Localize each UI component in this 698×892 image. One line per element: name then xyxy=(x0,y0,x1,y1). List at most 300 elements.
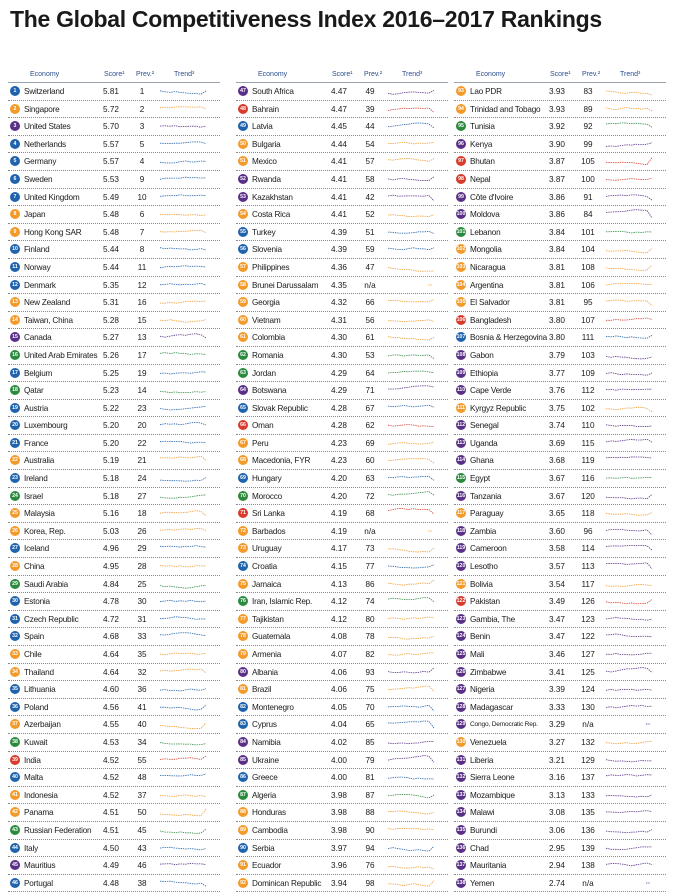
score-value: 3.80 xyxy=(549,333,565,343)
rank-badge: 124 xyxy=(456,633,466,640)
trend-line xyxy=(160,864,206,865)
score-value: 4.30 xyxy=(331,333,347,343)
trend-sparkline xyxy=(158,877,208,889)
economy-name: Sri Lanka xyxy=(252,509,285,519)
header-prev: Prev.² xyxy=(582,71,601,78)
rank-badge: 27 xyxy=(10,543,20,553)
prev-rank-value: 33 xyxy=(137,632,147,642)
score-value: 3.29 xyxy=(549,720,565,730)
table-row xyxy=(8,118,220,136)
table-row xyxy=(454,382,666,400)
prev-rank-value: 95 xyxy=(583,298,593,308)
prev-rank-value: 50 xyxy=(137,808,147,818)
prev-rank-value: 78 xyxy=(365,632,375,642)
trend-line xyxy=(606,584,652,586)
prev-rank-value: 26 xyxy=(137,526,147,536)
trend-sparkline xyxy=(158,472,208,484)
economy-name: Namibia xyxy=(252,737,281,747)
rank-badge: 97 xyxy=(456,156,466,166)
rankings-column-1 xyxy=(8,68,220,892)
rank-badge: 46 xyxy=(10,878,20,888)
economy-name: Iceland xyxy=(24,544,50,554)
trend-line xyxy=(606,775,652,776)
table-row xyxy=(8,488,220,506)
rank-badge: 37 xyxy=(10,719,20,729)
trend-line xyxy=(160,742,206,744)
economy-name: Cambodia xyxy=(252,825,288,835)
trend-sparkline xyxy=(386,507,436,519)
economy-name: Jordan xyxy=(252,368,276,378)
trend-line xyxy=(160,585,206,588)
prev-rank-value: 137 xyxy=(581,773,595,783)
score-value: 3.93 xyxy=(549,87,565,96)
trend-sparkline xyxy=(158,331,208,343)
prev-rank-value: 10 xyxy=(137,192,147,202)
trend-sparkline xyxy=(604,243,654,255)
rank-badge: 73 xyxy=(238,543,248,553)
rank-badge: 136 xyxy=(456,844,466,851)
score-value: 3.47 xyxy=(549,632,565,642)
table-row xyxy=(236,523,448,541)
trend-sparkline xyxy=(386,191,436,203)
rank-badge: 107 xyxy=(456,334,466,341)
rank-badge: 11 xyxy=(10,262,20,272)
table-row xyxy=(236,822,448,840)
table-row xyxy=(8,734,220,752)
economy-name: Romania xyxy=(252,350,284,360)
rank-badge: 132 xyxy=(456,774,466,781)
score-value: 4.41 xyxy=(331,192,347,202)
prev-rank-value: 30 xyxy=(137,597,147,607)
trend-sparkline xyxy=(604,384,654,396)
table-row xyxy=(8,822,220,840)
table-row xyxy=(454,716,666,734)
economy-name: Venezuela xyxy=(470,737,507,747)
trend-line xyxy=(388,267,434,271)
economy-name: Poland xyxy=(24,702,49,712)
table-row xyxy=(454,224,666,242)
economy-name: Lebanon xyxy=(470,227,501,237)
prev-rank-value: 108 xyxy=(581,262,595,272)
prev-rank-value: 119 xyxy=(581,456,595,466)
rank-badge: 6 xyxy=(10,174,20,184)
table-row xyxy=(8,365,220,383)
score-value: 5.18 xyxy=(103,491,119,501)
prev-rank-value: 72 xyxy=(365,491,375,501)
economy-name: Lao PDR xyxy=(470,87,502,96)
score-value: 3.60 xyxy=(549,526,565,536)
prev-rank-value: 36 xyxy=(137,685,147,695)
table-row xyxy=(454,435,666,453)
rank-badge: 30 xyxy=(10,596,20,606)
rank-badge: 16 xyxy=(10,350,20,360)
score-value: 3.21 xyxy=(549,755,565,765)
prev-rank-value: 69 xyxy=(365,438,375,448)
header-economy: Economy xyxy=(258,71,288,78)
prev-rank-value: 139 xyxy=(581,843,595,853)
prev-rank-value: 38 xyxy=(137,878,147,888)
trend-sparkline xyxy=(158,402,208,414)
trend-sparkline xyxy=(604,824,654,836)
trend-line xyxy=(160,756,206,760)
score-value: 3.41 xyxy=(549,667,565,677)
trend-sparkline xyxy=(158,155,208,167)
score-value: 4.95 xyxy=(103,562,119,572)
trend-sparkline xyxy=(158,578,208,590)
table-row xyxy=(454,593,666,611)
trend-line xyxy=(606,563,652,569)
score-value: 4.00 xyxy=(331,773,347,783)
trend-sparkline xyxy=(386,490,436,502)
trend-line xyxy=(606,667,652,672)
rank-badge: 81 xyxy=(238,684,248,694)
trend-line xyxy=(388,636,434,639)
table-row xyxy=(8,558,220,576)
rank-badge: 105 xyxy=(456,299,466,306)
economy-name: Costa Rica xyxy=(252,210,291,220)
trend-sparkline xyxy=(386,648,436,660)
rank-badge: 38 xyxy=(10,737,20,747)
trend-line xyxy=(606,477,652,478)
header-trend: Trend³ xyxy=(174,71,195,78)
economy-name: Malaysia xyxy=(24,509,55,519)
table-row xyxy=(8,804,220,822)
rank-badge: 128 xyxy=(456,703,466,710)
prev-rank-value: 112 xyxy=(581,386,595,396)
economy-name: Kenya xyxy=(470,139,493,149)
rank-badge: 92 xyxy=(238,878,248,888)
score-value: 2.95 xyxy=(549,843,565,853)
trend-line xyxy=(606,689,652,690)
score-value: 3.65 xyxy=(549,509,565,519)
trend-sparkline xyxy=(158,542,208,554)
trend-sparkline xyxy=(158,842,208,854)
prev-rank-value: 123 xyxy=(581,614,595,624)
table-row xyxy=(236,734,448,752)
rank-badge: 52 xyxy=(238,174,248,184)
rank-badge: 50 xyxy=(238,139,248,149)
trend-line xyxy=(606,863,652,866)
economy-name: Algeria xyxy=(252,790,277,800)
table-row xyxy=(8,523,220,541)
table-row xyxy=(454,875,666,892)
trend-sparkline xyxy=(604,419,654,431)
trend-sparkline xyxy=(604,560,654,572)
table-row xyxy=(454,101,666,119)
score-value: 3.97 xyxy=(331,843,347,853)
score-value: 3.76 xyxy=(549,386,565,396)
trend-line xyxy=(160,334,206,338)
table-row xyxy=(236,840,448,858)
trend-sparkline xyxy=(604,754,654,766)
table-row xyxy=(236,382,448,400)
rank-badge: 99 xyxy=(456,192,466,202)
trend-sparkline xyxy=(604,877,654,889)
prev-rank-value: 9 xyxy=(139,174,145,184)
score-value: 4.23 xyxy=(331,438,347,448)
score-value: 3.69 xyxy=(549,438,565,448)
economy-name: Egypt xyxy=(470,474,490,484)
trend-line xyxy=(160,266,206,268)
score-value: 4.29 xyxy=(331,368,347,378)
table-row xyxy=(236,153,448,171)
rank-badge: 56 xyxy=(238,244,248,254)
column-header xyxy=(454,68,666,83)
economy-name: Albania xyxy=(252,667,278,677)
prev-rank-value: 42 xyxy=(365,192,375,202)
prev-rank-value: 104 xyxy=(581,245,595,255)
prev-rank-value: 102 xyxy=(581,403,595,413)
trend-line xyxy=(388,580,434,585)
score-value: 3.92 xyxy=(549,122,565,132)
trend-sparkline xyxy=(386,314,436,326)
economy-name: Gabon xyxy=(470,350,494,360)
rank-badge: 7 xyxy=(10,192,20,202)
prev-rank-value: 55 xyxy=(137,755,147,765)
score-value: 4.02 xyxy=(331,737,347,747)
trend-line xyxy=(606,265,652,270)
table-row xyxy=(236,804,448,822)
economy-name: Hungary xyxy=(252,474,282,484)
prev-rank-value: 52 xyxy=(365,210,375,220)
economy-name: France xyxy=(24,438,49,448)
trend-sparkline xyxy=(604,666,654,678)
table-row xyxy=(8,171,220,189)
table-row xyxy=(454,734,666,752)
economy-name: Dominican Republic xyxy=(252,878,322,888)
score-value: 4.64 xyxy=(103,650,119,659)
trend-line xyxy=(160,392,206,393)
economy-name: Bhutan xyxy=(470,157,495,167)
score-value: 3.96 xyxy=(331,861,347,871)
score-value: 3.68 xyxy=(549,456,565,466)
trend-sparkline xyxy=(604,349,654,361)
prev-rank-value: 81 xyxy=(365,773,375,783)
trend-line xyxy=(388,794,434,798)
economy-name: Bolivia xyxy=(470,579,493,589)
score-value: 3.86 xyxy=(549,210,565,220)
trend-line xyxy=(160,633,206,636)
economy-name: Uganda xyxy=(470,438,498,448)
prev-rank-value: 89 xyxy=(583,104,593,114)
prev-rank-value: 111 xyxy=(581,333,595,343)
economy-name: Sweden xyxy=(24,174,53,184)
trend-sparkline xyxy=(158,789,208,801)
trend-sparkline xyxy=(604,296,654,308)
table-row xyxy=(236,558,448,576)
prev-rank-value: 48 xyxy=(137,773,147,783)
trend-sparkline xyxy=(386,525,436,537)
table-row xyxy=(454,329,666,347)
trend-sparkline xyxy=(158,648,208,660)
trend-line xyxy=(388,320,434,322)
rank-badge: 122 xyxy=(456,598,466,605)
prev-rank-value: 132 xyxy=(581,737,595,747)
rank-badge: 8 xyxy=(10,209,20,219)
prev-rank-value: 60 xyxy=(365,456,375,466)
trend-line xyxy=(160,142,206,144)
economy-name: Liberia xyxy=(470,755,494,765)
table-row xyxy=(236,101,448,119)
prev-rank-value: 3 xyxy=(139,122,145,132)
rank-badge: 45 xyxy=(10,860,20,870)
prev-rank-value: 24 xyxy=(137,474,147,484)
score-value: 3.58 xyxy=(549,544,565,554)
trend-line xyxy=(606,529,652,535)
prev-rank-value: 14 xyxy=(137,386,147,396)
economy-name: Mali xyxy=(470,650,485,659)
trend-line xyxy=(160,494,206,497)
prev-rank-value: 63 xyxy=(365,474,375,484)
prev-rank-value: 29 xyxy=(137,544,147,554)
prev-rank-value: 120 xyxy=(581,491,595,501)
prev-rank-value: 6 xyxy=(139,210,145,220)
trend-line xyxy=(160,566,206,567)
prev-rank-value: 126 xyxy=(581,597,595,607)
table-row xyxy=(236,769,448,787)
trend-line xyxy=(160,126,206,128)
rank-badge: 2 xyxy=(10,104,20,114)
table-row xyxy=(236,470,448,488)
score-value: 5.44 xyxy=(103,245,119,255)
rank-badge: 1 xyxy=(10,86,20,96)
table-row xyxy=(454,664,666,682)
score-value: 4.51 xyxy=(103,808,119,818)
table-row xyxy=(236,699,448,717)
economy-name: Mauritania xyxy=(470,861,507,871)
economy-name: Cyprus xyxy=(252,720,277,730)
score-value: 4.12 xyxy=(331,597,347,607)
prev-rank-value: 73 xyxy=(365,544,375,554)
trend-line xyxy=(160,422,206,425)
score-value: 3.81 xyxy=(549,280,565,290)
rank-badge: 14 xyxy=(10,315,20,325)
trend-line xyxy=(606,705,652,707)
table-row xyxy=(8,136,220,154)
prev-rank-value: 67 xyxy=(365,403,375,413)
score-value: 5.48 xyxy=(103,210,119,220)
trend-line xyxy=(606,158,652,165)
trend-sparkline xyxy=(386,331,436,343)
economy-name: Yemen xyxy=(470,878,495,888)
score-value: 4.06 xyxy=(331,667,347,677)
rank-badge: 95 xyxy=(456,121,466,131)
trend-sparkline xyxy=(386,859,436,871)
rank-badge: 17 xyxy=(10,368,20,378)
rank-badge: 4 xyxy=(10,139,20,149)
table-row xyxy=(236,664,448,682)
prev-rank-value: 62 xyxy=(365,421,375,431)
trend-sparkline xyxy=(604,578,654,590)
score-value: 4.30 xyxy=(331,350,347,360)
score-value: 3.67 xyxy=(549,474,565,484)
trend-line xyxy=(388,195,434,201)
economy-name: Malawi xyxy=(470,808,495,818)
prev-rank-value: 25 xyxy=(137,579,147,589)
prev-rank-value: 53 xyxy=(365,350,375,360)
trend-line xyxy=(388,386,434,389)
score-value: 5.25 xyxy=(103,368,119,378)
rank-badge: 65 xyxy=(238,403,248,413)
trend-line xyxy=(606,617,652,620)
trend-sparkline xyxy=(386,138,436,150)
score-value: 3.98 xyxy=(331,790,347,800)
score-value: 3.94 xyxy=(331,878,347,888)
trend-sparkline xyxy=(604,630,654,642)
page-title: The Global Competitiveness Index 2016–2017 Rankings xyxy=(10,6,602,32)
table-row xyxy=(236,505,448,523)
prev-rank-value: 51 xyxy=(365,227,375,237)
table-row xyxy=(454,417,666,435)
table-row xyxy=(454,840,666,858)
trend-sparkline xyxy=(604,191,654,203)
trend-line xyxy=(160,441,206,443)
trend-sparkline xyxy=(158,859,208,871)
prev-rank-value: 98 xyxy=(365,878,375,888)
trend-line xyxy=(388,371,434,373)
rank-badge: 129 xyxy=(456,721,466,728)
prev-rank-value: 77 xyxy=(365,562,375,572)
trend-sparkline xyxy=(386,120,436,132)
trend-line xyxy=(388,598,434,602)
rank-badge: 19 xyxy=(10,403,20,413)
economy-name: Barbados xyxy=(252,526,286,536)
table-row xyxy=(8,329,220,347)
rank-badge: 62 xyxy=(238,350,248,360)
rank-badge: 34 xyxy=(10,667,20,677)
score-value: 3.75 xyxy=(549,403,565,413)
rank-badge: 118 xyxy=(456,527,466,534)
prev-rank-value: 41 xyxy=(137,702,147,712)
score-value: 5.81 xyxy=(103,87,119,96)
table-row xyxy=(8,400,220,418)
trend-line xyxy=(606,653,652,655)
rank-badge: 93 xyxy=(456,86,466,96)
header-economy: Economy xyxy=(30,71,60,78)
economy-name: Colombia xyxy=(252,333,285,343)
score-value: 3.81 xyxy=(549,298,565,308)
score-value: 5.72 xyxy=(103,104,119,114)
economy-name: Slovenia xyxy=(252,245,282,255)
economy-name: Georgia xyxy=(252,298,280,308)
table-row xyxy=(454,523,666,541)
prev-rank-value: 127 xyxy=(581,650,595,659)
economy-name: United Arab Emirates xyxy=(24,350,98,360)
prev-rank-value: 93 xyxy=(365,667,375,677)
header-score: Score¹ xyxy=(550,71,571,78)
trend-line xyxy=(606,389,652,390)
economy-name: Ghana xyxy=(470,456,494,466)
economy-name: Estonia xyxy=(24,597,50,607)
rank-badge: 40 xyxy=(10,772,20,782)
table-row xyxy=(8,505,220,523)
trend-line xyxy=(160,457,206,461)
rank-badge: 20 xyxy=(10,420,20,430)
prev-rank-value: 8 xyxy=(139,245,145,255)
economy-name: Bulgaria xyxy=(252,139,281,149)
trend-line xyxy=(606,795,652,797)
rank-badge: 24 xyxy=(10,491,20,501)
table-row xyxy=(454,787,666,805)
rank-badge: 53 xyxy=(238,192,248,202)
rank-badge: 79 xyxy=(238,649,248,659)
trend-line xyxy=(160,528,206,531)
trend-sparkline xyxy=(386,419,436,431)
trend-line xyxy=(388,705,434,711)
economy-name: Netherlands xyxy=(24,139,66,149)
trend-line xyxy=(160,668,206,672)
trend-sparkline xyxy=(604,542,654,554)
